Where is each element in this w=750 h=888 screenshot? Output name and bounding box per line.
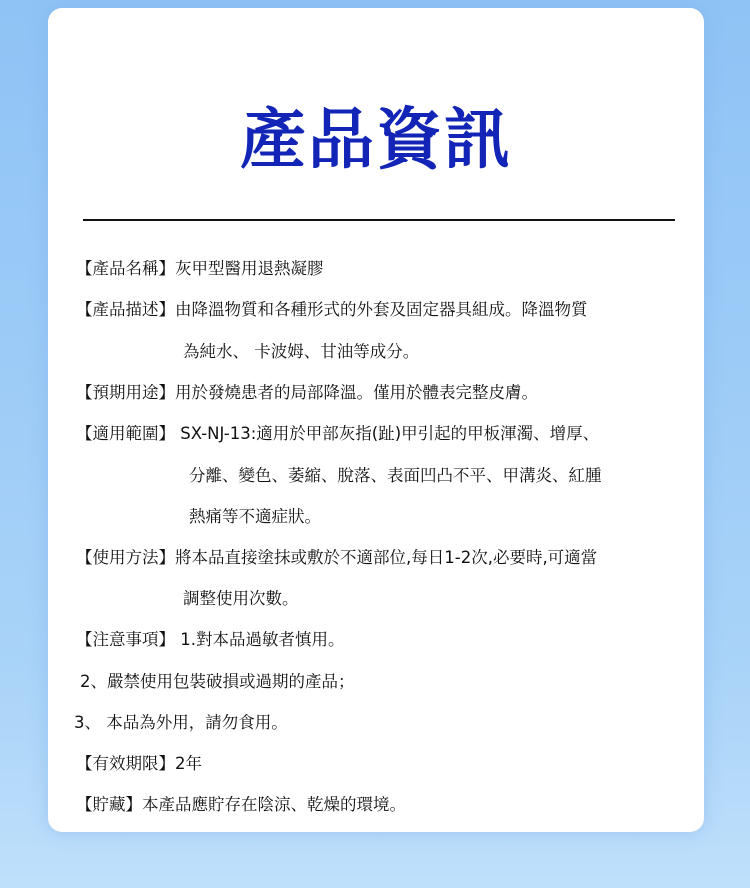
label-product-name: 【產品名稱】	[76, 259, 175, 278]
text-scope-cont-1: 分離、變色、萎縮、脫落、表面凹凸不平、甲溝炎、紅腫	[189, 466, 602, 485]
text-expiry: 2年	[175, 754, 202, 773]
info-card	[48, 8, 704, 832]
text-product-name: 灰甲型醫用退熱凝膠	[175, 259, 324, 278]
text-intended-use: 用於發燒患者的局部降溫。僅用於體表完整皮膚。	[175, 383, 538, 402]
label-storage: 【貯藏】	[76, 795, 142, 814]
label-scope: 【適用範圍】	[76, 424, 175, 443]
label-expiry: 【有效期限】	[76, 754, 175, 773]
line-usage-cont	[183, 588, 299, 610]
line-storage	[76, 794, 406, 816]
text-usage-cont: 調整使用次數。	[183, 589, 299, 608]
line-scope-cont-2	[189, 506, 321, 528]
text-product-description: 由降溫物質和各種形式的外套及固定器具組成。降溫物質	[175, 300, 588, 319]
text-storage: 本產品應貯存在陰涼、乾燥的環境。	[142, 795, 406, 814]
title-divider	[83, 219, 675, 221]
page-title: 產品資訊	[240, 101, 512, 178]
line-expiry	[76, 753, 202, 775]
text-scope-cont-2: 熱痛等不適症狀。	[189, 507, 321, 526]
label-intended-use: 【預期用途】	[76, 383, 175, 402]
label-usage: 【使用方法】	[76, 548, 175, 567]
text-scope: SX-NJ-13:適用於甲部灰指(趾)甲引起的甲板渾濁、增厚、	[175, 424, 600, 443]
line-product-description-cont	[183, 341, 419, 363]
line-precautions-3	[74, 712, 288, 734]
text-precautions-1: 1.對本品過敏者慎用。	[175, 630, 345, 649]
line-product-name	[76, 258, 324, 280]
text-precautions-2: 2、嚴禁使用包裝破損或過期的產品；	[80, 672, 355, 691]
label-product-description: 【產品描述】	[76, 300, 175, 319]
text-usage: 將本品直接塗抹或敷於不適部位,每日1-2次,必要時,可適當	[175, 548, 598, 567]
label-precautions: 【注意事項】	[76, 630, 175, 649]
line-intended-use	[76, 382, 538, 404]
line-product-description	[76, 299, 588, 321]
line-scope	[76, 423, 599, 445]
line-scope-cont-1	[189, 465, 602, 487]
line-precautions-2	[80, 671, 355, 693]
line-usage	[76, 547, 597, 569]
text-product-description-cont: 為純水、 卡波姆、甘油等成分。	[183, 342, 420, 361]
line-precautions	[76, 629, 345, 651]
text-precautions-3: 3、 本品為外用，請勿食用。	[74, 713, 288, 732]
